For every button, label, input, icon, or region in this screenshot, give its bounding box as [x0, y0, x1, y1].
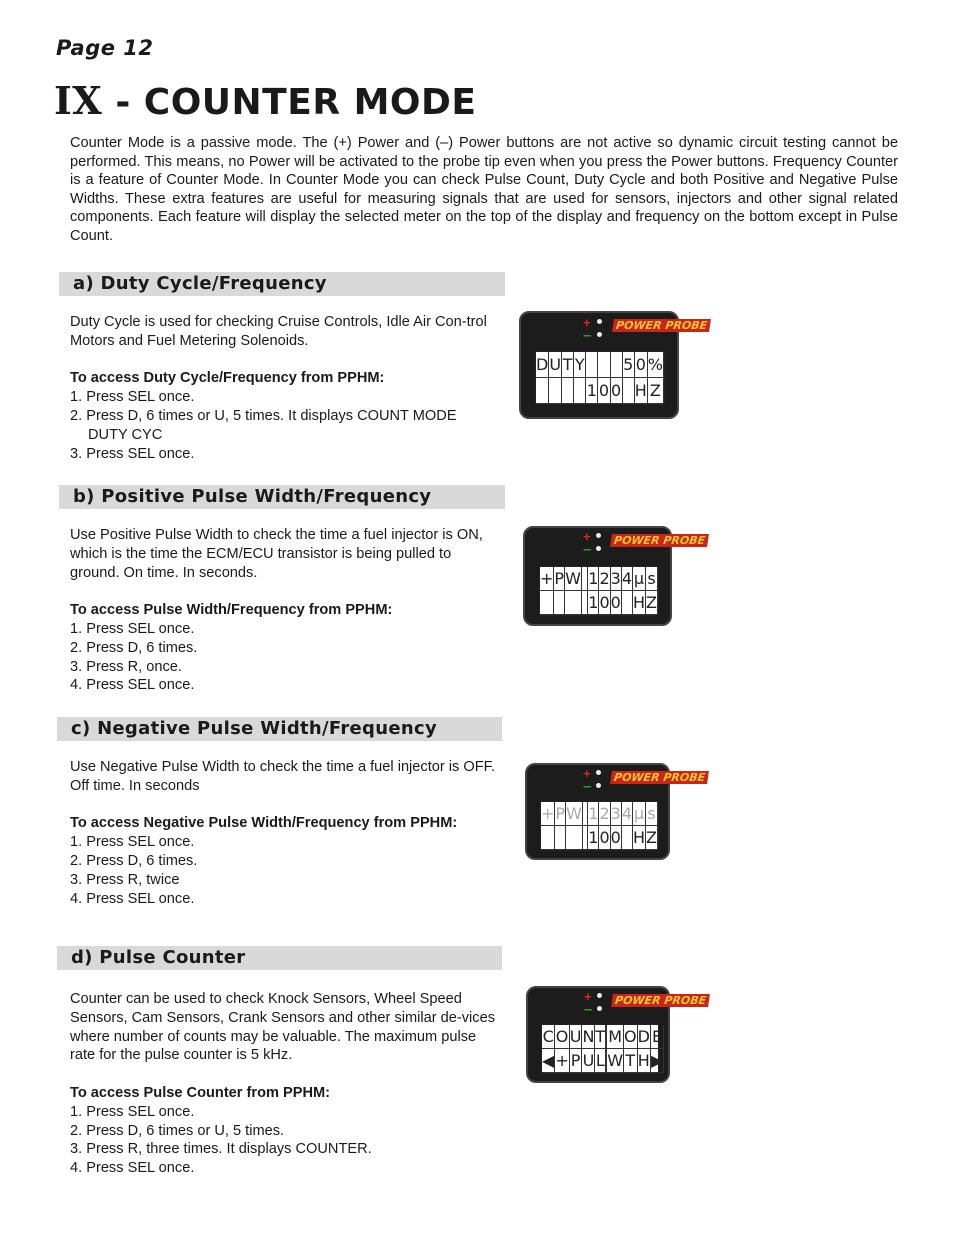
- lcd-cell: Z: [646, 826, 658, 850]
- brand-logo: POWER PROBE: [611, 994, 710, 1007]
- lcd-cell: 0: [611, 591, 622, 615]
- brand-logo: POWER PROBE: [610, 771, 709, 784]
- step-item: 2. Press D, 6 times or U, 5 times.: [70, 1122, 285, 1139]
- lcd-cell: D: [638, 1025, 651, 1049]
- lcd-cell: [549, 378, 562, 404]
- lcd-cell: %: [648, 352, 664, 378]
- access-heading: To access Pulse Width/Frequency from PPHM:: [70, 602, 393, 619]
- lcd-cell: T: [562, 352, 574, 378]
- section-heading-text: b) Positive Pulse Width/Frequency: [73, 486, 432, 507]
- section-heading-positive-pulse: [59, 485, 505, 509]
- lcd-cell: H: [633, 591, 646, 615]
- step-item: 4. Press SEL once.: [70, 677, 195, 694]
- lcd-cell: [586, 352, 598, 378]
- lcd-cell: 0: [611, 378, 623, 404]
- device-display-negative-pulse: + – POWER PROBE + P W 1 2 3 4 μ s 1 0 0 H Z: [525, 763, 670, 860]
- lcd-cell: 4: [622, 802, 633, 826]
- lcd-cell: U: [582, 1049, 595, 1073]
- access-heading: To access Negative Pulse Width/Frequency from PPHM:: [70, 815, 458, 832]
- lcd-cell: [574, 378, 586, 404]
- lcd-cell: H: [633, 826, 646, 850]
- lcd-cell: +: [541, 802, 555, 826]
- lcd-cell: 0: [598, 378, 610, 404]
- lcd-cell: P: [555, 802, 566, 826]
- lcd-cell: U: [549, 352, 562, 378]
- lcd-cell: [566, 826, 583, 850]
- access-heading: To access Duty Cycle/Frequency from PPHM:: [70, 370, 385, 387]
- step-item: 1. Press SEL once.: [70, 834, 195, 851]
- lcd-cell: [611, 352, 623, 378]
- lcd-cell: U: [570, 1025, 583, 1049]
- lcd-cell: W: [607, 1049, 624, 1073]
- lcd-cell: E: [651, 1025, 664, 1049]
- lcd-cell: 1: [588, 802, 599, 826]
- lcd-cell: [622, 826, 633, 850]
- section-description: Use Negative Pulse Width to check the time a fuel injector is OFF. Off time. In seconds: [70, 759, 496, 794]
- lcd-cell: 0: [611, 826, 622, 850]
- lcd-cell: W: [565, 567, 582, 591]
- step-item: 4. Press SEL once.: [70, 890, 195, 907]
- lcd-cell: O: [624, 1025, 638, 1049]
- device-display-positive-pulse: + – POWER PROBE + P W 1 2 3 4 μ s 1 0 0 H Z: [523, 526, 672, 626]
- step-item: 2. Press D, 6 times or U, 5 times. It displays COUNT MODE: [70, 407, 457, 424]
- lcd-cell: [623, 378, 635, 404]
- section-heading-pulse-counter: [57, 946, 502, 970]
- lcd-cell: C: [542, 1025, 555, 1049]
- lcd-cell: μ: [633, 802, 646, 826]
- lcd-cell: 2: [599, 567, 610, 591]
- lcd-cell: T: [595, 1025, 606, 1049]
- page-number: Page 12: [56, 36, 154, 60]
- lcd-cell: H: [635, 378, 648, 404]
- lcd-screen: [540, 801, 659, 851]
- lcd-cell: D: [536, 352, 549, 378]
- section-body-duty-cycle: [70, 313, 500, 463]
- lcd-cell: [565, 591, 582, 615]
- lcd-cell: [540, 591, 554, 615]
- lcd-cell: Z: [648, 378, 664, 404]
- section-heading-negative-pulse: [57, 717, 502, 741]
- step-item: 1. Press SEL once.: [70, 389, 195, 406]
- lcd-cell: 1: [588, 591, 599, 615]
- lcd-cell: 4: [622, 567, 633, 591]
- lcd-cell: Y: [574, 352, 586, 378]
- lcd-cell: [541, 826, 555, 850]
- lcd-cell: 0: [599, 826, 610, 850]
- section-body-negative-pulse: [70, 758, 500, 908]
- lcd-cell: 0: [635, 352, 648, 378]
- section-heading-text: a) Duty Cycle/Frequency: [73, 273, 327, 294]
- lcd-screen: [541, 1024, 664, 1074]
- lcd-screen: [539, 566, 659, 616]
- brand-logo: POWER PROBE: [612, 319, 711, 332]
- title-roman-numeral: IX: [54, 78, 103, 123]
- lcd-cell: N: [582, 1025, 595, 1049]
- lcd-cell: 1: [586, 378, 598, 404]
- device-display-pulse-counter: + – POWER PROBE C O U N T M O D E ◀ + P U L W T H ▶: [526, 986, 670, 1083]
- section-description: Counter can be used to check Knock Sensors, Wheel Speed Sensors, Cam Sensors, Crank Sensors and other similar de-vices where number of counts may be valuable. The maximum pulse rate for the pulse counter is 5 kHz.: [70, 991, 496, 1064]
- lcd-cell: P: [570, 1049, 583, 1073]
- title-text: - COUNTER MODE: [115, 82, 477, 123]
- lcd-cell: T: [624, 1049, 638, 1073]
- step-item: 2. Press D, 6 times.: [70, 639, 198, 656]
- device-display-duty-cycle: + – POWER PROBE D U T Y 5 0 % 1 0 0 H Z: [519, 311, 679, 419]
- lcd-cell: 3: [611, 567, 622, 591]
- section-body-positive-pulse: [70, 526, 500, 695]
- lcd-cell: P: [554, 567, 565, 591]
- lcd-cell: s: [646, 567, 658, 591]
- section-heading-text: c) Negative Pulse Width/Frequency: [71, 718, 437, 739]
- lcd-cell: Z: [646, 591, 658, 615]
- intro-paragraph: Counter Mode is a passive mode. The (+) Power and (–) Power buttons are not active so dynamic circuit testing cannot be performed. This means, no Power will be activated to the probe tip even when you press the Power buttons. Frequency Counter is a feature of Counter Mode. In Counter Mode you can check Pulse Count, Duty Cycle and both Positive and Negative Pulse Widths. These extra features are useful for measuring signals that are used for sensors, injectors and other signal related components. Each feature will display the selected meter on the top of the display and frequency on the bottom except in Pulse Count.: [70, 135, 898, 244]
- lcd-cell: [536, 378, 549, 404]
- lcd-cell: 1: [588, 826, 599, 850]
- lcd-screen: [535, 351, 665, 405]
- step-item: DUTY CYC: [88, 426, 163, 443]
- section-description: Use Positive Pulse Width to check the time a fuel injector is ON, which is the time the ECM/ECU transistor is being pulled to ground. On time. In seconds.: [70, 527, 483, 581]
- lcd-cell: [554, 591, 565, 615]
- step-item: 1. Press SEL once.: [70, 620, 195, 637]
- step-item: 3. Press R, three times. It displays COUNTER.: [70, 1141, 372, 1158]
- lcd-cell: [622, 591, 633, 615]
- section-description: Duty Cycle is used for checking Cruise Controls, Idle Air Con-trol Motors and Fuel Metering Solenoids.: [70, 314, 487, 349]
- lcd-cell: [562, 378, 574, 404]
- access-heading: To access Pulse Counter from PPHM:: [70, 1084, 331, 1101]
- step-item: 3. Press R, once.: [70, 658, 182, 675]
- lcd-cell: s: [646, 802, 658, 826]
- lcd-cell: +: [540, 567, 554, 591]
- lcd-cell: W: [566, 802, 583, 826]
- step-item: 3. Press SEL once.: [70, 445, 195, 462]
- lcd-cell: 1: [588, 567, 599, 591]
- step-item: 4. Press SEL once.: [70, 1160, 195, 1177]
- page-title: [54, 78, 476, 123]
- lcd-cell: +: [555, 1049, 569, 1073]
- lcd-cell: O: [555, 1025, 569, 1049]
- lcd-cell: H: [638, 1049, 651, 1073]
- lcd-cell: [598, 352, 610, 378]
- lcd-cell: ▶: [651, 1049, 664, 1073]
- step-item: 3. Press R, twice: [70, 871, 180, 888]
- lcd-cell: L: [595, 1049, 606, 1073]
- lcd-cell: 3: [611, 802, 622, 826]
- lcd-cell: ◀: [542, 1049, 555, 1073]
- section-body-pulse-counter: [70, 990, 504, 1178]
- brand-logo: POWER PROBE: [610, 534, 709, 547]
- lcd-cell: 2: [599, 802, 610, 826]
- lcd-cell: 0: [599, 591, 610, 615]
- lcd-cell: M: [607, 1025, 624, 1049]
- section-heading-duty-cycle: [59, 272, 505, 296]
- section-heading-text: d) Pulse Counter: [71, 947, 246, 968]
- lcd-cell: 5: [623, 352, 635, 378]
- lcd-cell: μ: [633, 567, 646, 591]
- step-item: 2. Press D, 6 times.: [70, 852, 198, 869]
- lcd-cell: [555, 826, 566, 850]
- step-item: 1. Press SEL once.: [70, 1103, 195, 1120]
